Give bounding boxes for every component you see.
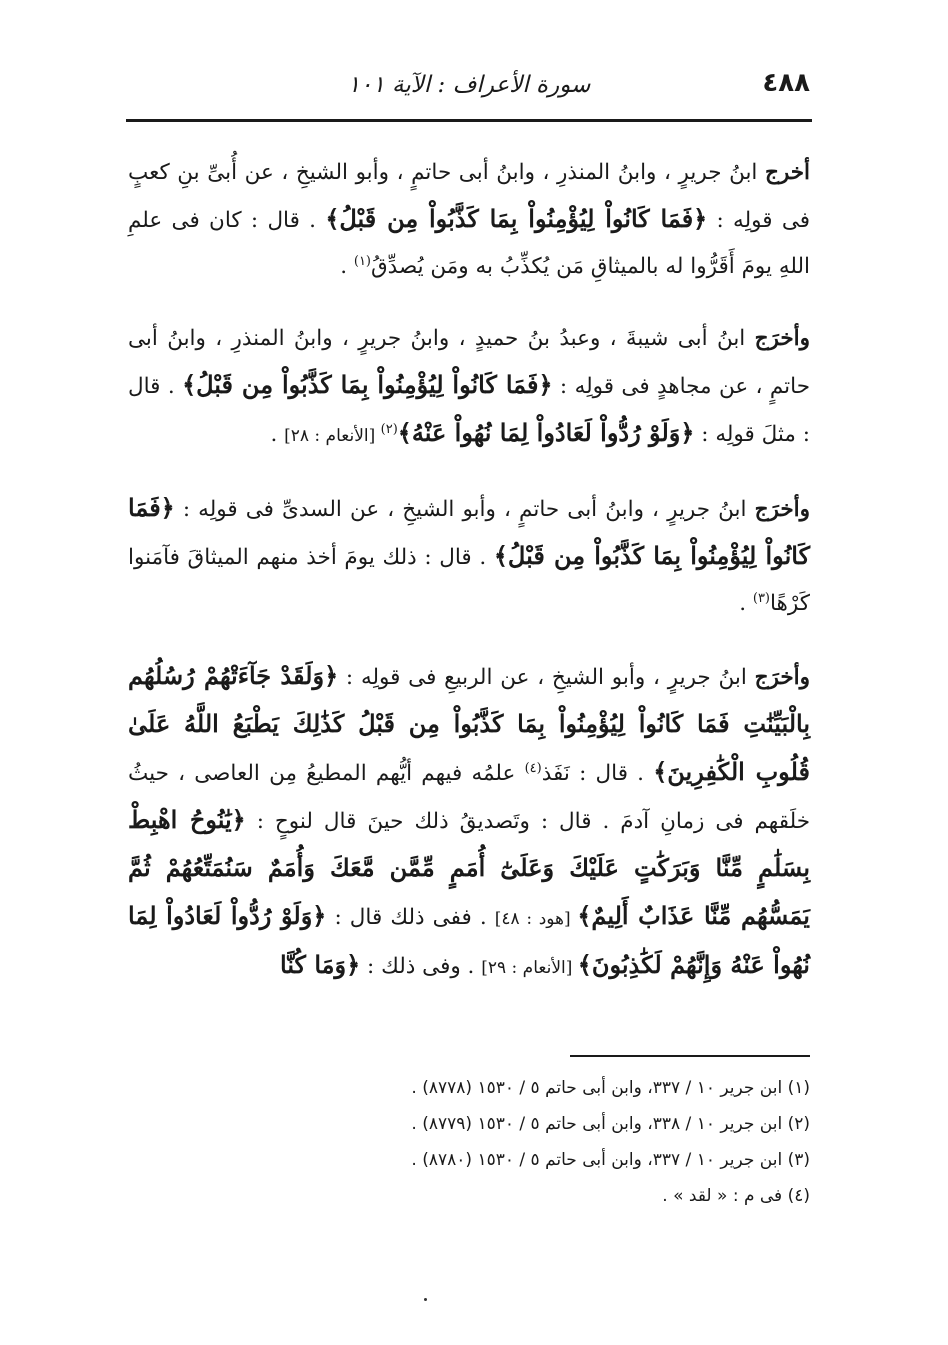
quran-verse: ﴿يَٰنُوحُ اهْبِطْ بِسَلَٰمٍ مِّنَّا وَبَرَكَٰتٍ عَلَيْكَ وَعَلَىٰٓ أُمَمٍ مِّمَّن مَّعَكَ وَأُمَمٌ سَنُمَتِّعُهُمْ ثُمَّ يَمَسُّهُم مِّنَّا عَذَابٌ أَلِيمٌ﴾ bbox=[128, 805, 810, 930]
page-speck bbox=[424, 1298, 427, 1301]
verse-reference: [الأنعام : ٢٩] bbox=[481, 958, 578, 978]
paragraph-4 bbox=[128, 653, 810, 991]
paragraph-text: . ففى ذلك قال : bbox=[326, 905, 495, 930]
paragraph-text: . قال : كان فى علمِ اللهِ يومَ أَقَرُّوا له بالميثاقِ مَن يُكذِّبُ به ومَن يُصدِّقُ bbox=[128, 208, 810, 279]
paragraph-text: . وفى ذلك : bbox=[360, 954, 482, 979]
quran-verse: ﴿وَمَا كُنَّا bbox=[280, 950, 361, 979]
paragraph-text: ابنُ جريرٍ ، وأبو الشيخِ ، عن الربيعِ فى قولِه : bbox=[338, 665, 755, 690]
paragraph-text: . قال : مثلَ قولِه : bbox=[128, 374, 810, 447]
footnote-item: (٣) ابن جرير ١٠ / ٣٣٧، وابن أبى حاتم ٥ / ١٥٣٠ (٨٧٨٠) . bbox=[411, 1150, 810, 1170]
paragraph-lead: وأخرَج bbox=[754, 326, 810, 351]
footnote-item: (١) ابن جرير ١٠ / ٣٣٧، وابن أبى حاتم ٥ / ١٥٣٠ (٨٧٧٨) . bbox=[411, 1078, 810, 1098]
paragraph-text: ابنُ أبى شيبةَ ، وعبدُ بنُ حميدٍ ، وابنُ جريرٍ ، وابنُ المنذرِ ، وابنُ أبى حاتمٍ ، عن مجاهدٍ فى قولِه : bbox=[128, 326, 810, 399]
header-rule bbox=[126, 119, 812, 122]
verse-reference: [هود : ٤٨] bbox=[494, 909, 578, 929]
verse-reference: [الأنعام : ٢٨] bbox=[284, 426, 381, 446]
quran-verse: ﴿وَلَوْ رُدُّواْ لَعَادُواْ لِمَا نُهُواْ عَنْهُ وَإِنَّهُمْ لَكَٰذِبُونَ﴾ bbox=[128, 901, 810, 979]
paragraph-text: ابنُ جريرٍ ، وابنُ المنذرِ ، وابنُ أبى حاتمٍ ، وأبو الشيخِ ، عن أُبىِّ بنِ كعبٍ فى قولِه : bbox=[128, 160, 811, 233]
page-number: ٤٨٨ bbox=[762, 68, 810, 98]
paragraph-text: علمُه فيهم أيُّهم المطيعُ مِن العاصى ، حيثُ خلَقهم فى زمانِ آدمَ . قال : وتَصديقُ ذلك حينَ قال لنوحٍ : bbox=[128, 761, 810, 834]
paragraph-lead: وأخرَج bbox=[754, 665, 810, 690]
paragraph-text: . قال : نَفَذ bbox=[541, 761, 654, 786]
surah-title: سورة الأعراف : الآية ١٠١ bbox=[347, 72, 591, 98]
paragraph-end: . bbox=[739, 591, 753, 616]
paragraph-2 bbox=[128, 316, 810, 459]
quran-verse: ﴿وَلَوْ رُدُّواْ لَعَادُواْ لِمَا نُهُواْ عَنْهُ﴾ bbox=[397, 418, 695, 447]
footnote-marker[interactable]: (٢) bbox=[380, 421, 398, 437]
paragraph-end: . bbox=[270, 422, 285, 447]
footnote-item: (٤) فى م : « لقد » . bbox=[662, 1186, 810, 1206]
footnote-rule bbox=[570, 1055, 810, 1057]
quran-verse: ﴿وَلَقَدْ جَآءَتْهُمْ رُسُلُهُم بِالْبَيِّنَٰتِ فَمَا كَانُواْ لِيُؤْمِنُواْ بِمَا كَذَّبُواْ مِن قَبْلُ كَذَٰلِكَ يَطْبَعُ اللَّهُ عَلَىٰ قُلُوبِ الْكَٰفِرِينَ﴾ bbox=[128, 661, 810, 786]
paragraph-1 bbox=[128, 150, 810, 290]
main-text bbox=[128, 150, 810, 1017]
paragraph-text: . قال : ذلك يومَ أخذ منهم الميثاقَ فآمَنوا كَرْهًا bbox=[128, 545, 810, 616]
paragraph-lead: أخرج bbox=[764, 160, 810, 185]
quran-verse: ﴿فَمَا كَانُواْ لِيُؤْمِنُواْ بِمَا كَذَّبُواْ مِن قَبْلُ﴾ bbox=[325, 204, 708, 233]
footnote-marker[interactable]: (٣) bbox=[752, 590, 770, 606]
quran-verse: ﴿فَمَا كَانُواْ لِيُؤْمِنُواْ بِمَا كَذَّبُواْ مِن قَبْلُ﴾ bbox=[128, 493, 810, 570]
paragraph-lead: وأخرَج bbox=[754, 497, 810, 522]
paragraph-end: . bbox=[340, 254, 354, 279]
footnote-marker[interactable]: (١) bbox=[353, 253, 371, 269]
footnote-marker[interactable]: (٤) bbox=[524, 760, 542, 776]
running-head bbox=[128, 64, 810, 108]
paragraph-3 bbox=[128, 485, 810, 627]
footnotes bbox=[128, 1070, 810, 1214]
footnote-item: (٢) ابن جرير ١٠ / ٣٣٨، وابن أبى حاتم ٥ / ١٥٣٠ (٨٧٧٩) . bbox=[411, 1114, 810, 1134]
quran-verse: ﴿فَمَا كَانُواْ لِيُؤْمِنُواْ بِمَا كَذَّبُواْ مِن قَبْلُ﴾ bbox=[182, 370, 553, 399]
paragraph-text: ابنُ جريرٍ ، وابنُ أبى حاتمٍ ، وأبو الشيخِ ، عن السدىِّ فى قولِه : bbox=[174, 497, 755, 522]
